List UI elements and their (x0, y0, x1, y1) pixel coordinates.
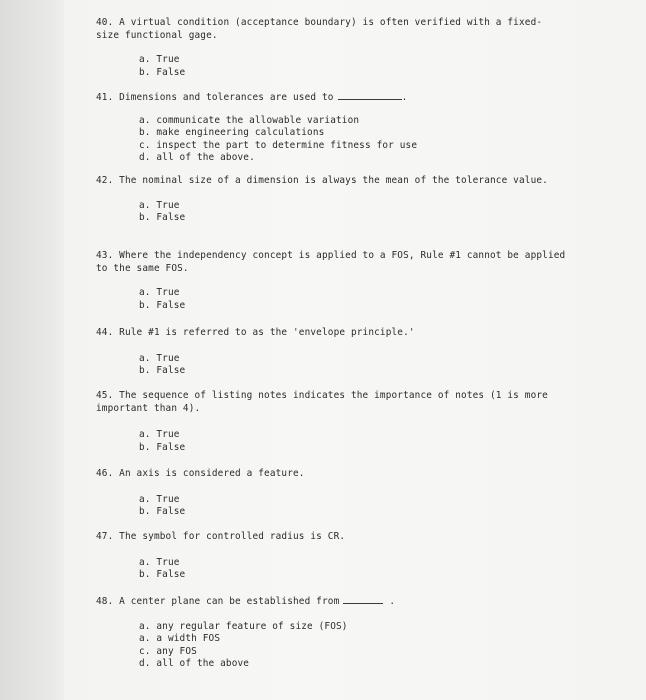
option: b. False (139, 365, 186, 377)
option: b. False (139, 299, 186, 311)
option: b. False (139, 506, 186, 518)
option: b. False (139, 569, 186, 581)
question-41-options (139, 115, 566, 165)
question-48-options (139, 621, 566, 671)
question-44 (96, 327, 566, 378)
question-47-text: 47. The symbol for controlled radius is CR. (96, 531, 346, 542)
question-41-text (96, 90, 566, 105)
question-42-text: 42. The nominal size of a dimension is always the mean of the tolerance value. (96, 175, 548, 186)
option: b. make engineering calculations (139, 127, 325, 139)
question-40-text: 40. A virtual condition (acceptance boundary) is often verified with a fixed-size functional gage. (96, 17, 543, 41)
option: a. True (139, 352, 180, 364)
option: b. False (139, 441, 186, 453)
question-45-text: 45. The sequence of listing notes indicates the importance of notes (1 is more important than 4). (96, 390, 548, 414)
question-40-options (139, 54, 561, 79)
question-48-text (96, 594, 566, 609)
question-46-text: 46. An axis is considered a feature. (96, 468, 305, 479)
question-43-text: 43. Where the independency concept is applied to a FOS, Rule #1 cannot be applied to the same FOS. (96, 250, 566, 274)
question-46 (96, 468, 566, 519)
option: a. True (139, 199, 180, 211)
question-40 (96, 17, 561, 79)
option: a. True (139, 556, 180, 568)
question-41 (96, 90, 566, 165)
question-47 (96, 531, 566, 582)
option: a. communicate the allowable variation (139, 114, 360, 126)
paper-shadow-edge (0, 0, 70, 700)
option: c. any FOS (139, 645, 197, 657)
option: b. False (139, 66, 186, 78)
answer-blank (338, 90, 402, 100)
option: a. True (139, 493, 180, 505)
question-41-stem: 41. Dimensions and tolerances are used to (96, 92, 334, 103)
question-45 (96, 390, 570, 454)
question-48-stem: 48. A center plane can be established from (96, 596, 340, 607)
question-44-options (139, 353, 566, 378)
question-42 (96, 175, 571, 225)
option: a. True (139, 287, 180, 299)
answer-blank (343, 594, 383, 604)
question-43 (96, 250, 568, 312)
question-48-tail: . (389, 596, 396, 607)
question-48 (96, 594, 566, 671)
option: a. True (139, 429, 180, 441)
question-45-options (139, 429, 570, 454)
option: a. a width FOS (139, 633, 221, 645)
option: a. any regular feature of size (FOS) (139, 620, 348, 632)
question-41-tail: . (401, 92, 408, 103)
question-47-options (139, 557, 566, 582)
option: d. all of the above. (139, 152, 255, 164)
question-46-options (139, 494, 566, 519)
question-44-text: 44. Rule #1 is referred to as the 'envelope principle.' (96, 327, 415, 338)
option: a. True (139, 54, 180, 66)
option: d. all of the above (139, 658, 250, 670)
question-43-options (139, 287, 568, 312)
option: b. False (139, 212, 186, 224)
question-42-options (139, 200, 571, 225)
option: c. inspect the part to determine fitness for use (139, 139, 418, 151)
